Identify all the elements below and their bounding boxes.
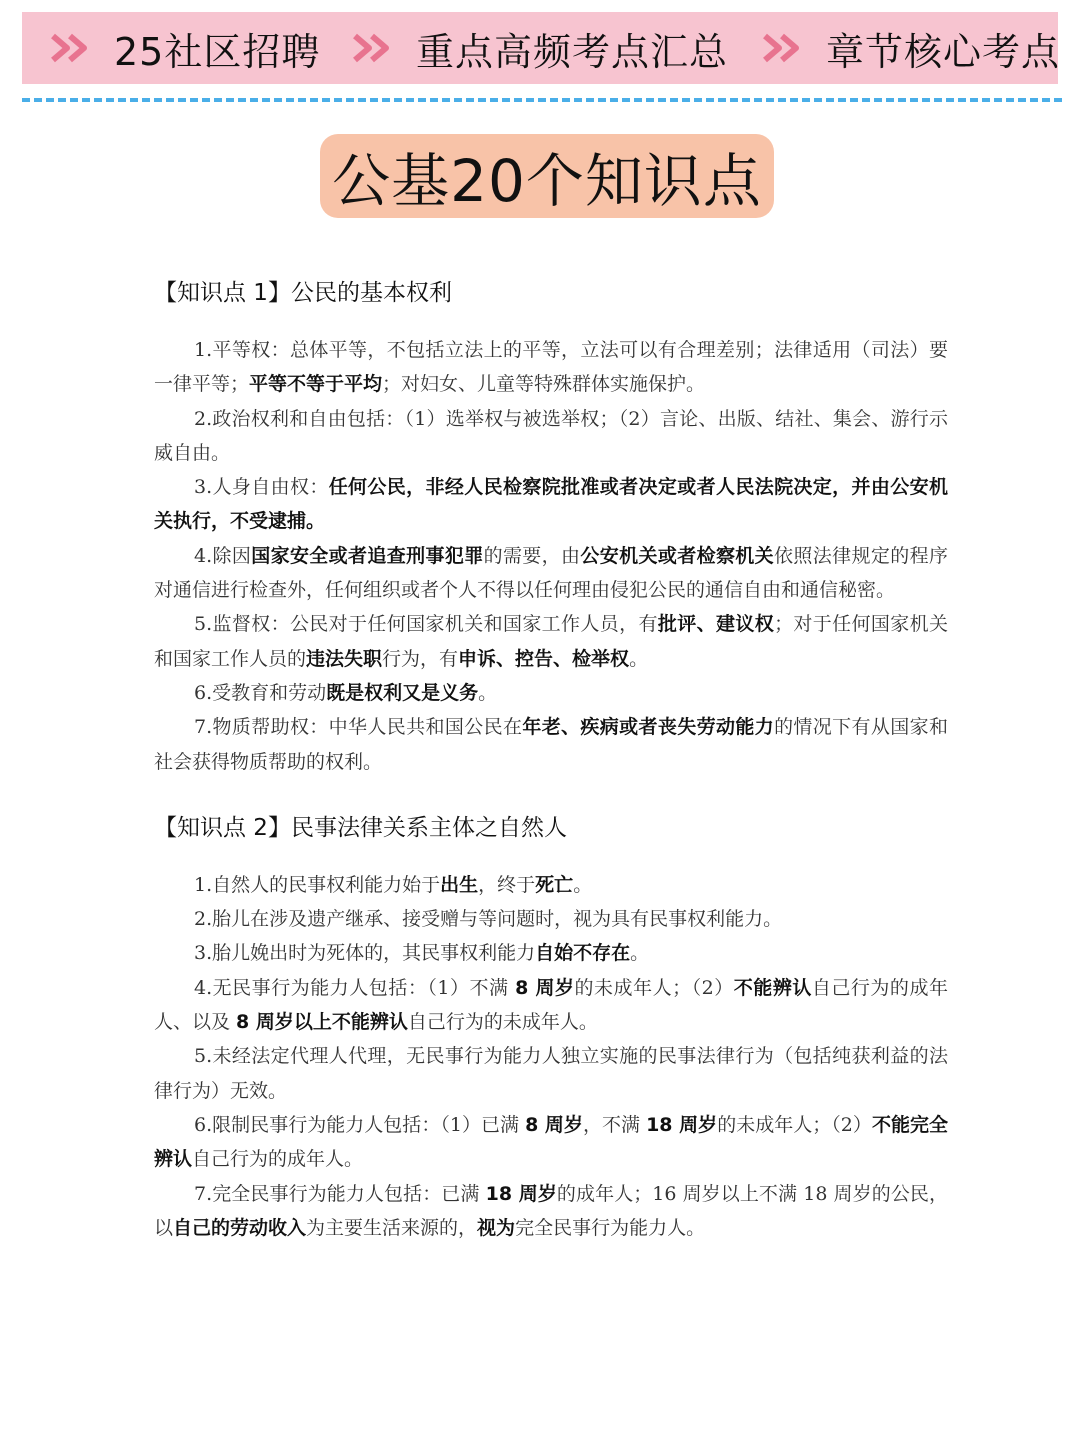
section-heading: 【知识点 1】公民的基本权利 [154, 280, 452, 306]
body-text: 自己行为的未成年人。 [407, 1011, 598, 1034]
body-text: 2.政治权利和自由包括：（1）选举权与被选举权；（2）言论、出版、结社、集会、游行示威自由。 [154, 407, 948, 464]
body-text: 2.胎儿在涉及遗产继承、接受赠与等问题时，视为具有民事权利能力。 [194, 908, 783, 931]
body-text: 5.未经法定代理人代理，无民事行为能力人独立实施的民事法律行为（包括纯获利益的法律行为）无效。 [154, 1045, 948, 1102]
body-text: 3.胎儿娩出时为死体的，其民事权利能力 [194, 942, 536, 965]
body-text: 依照法律规定的程序对通信进行检查外，任何组织或者个人不得以任何理由侵犯公民的通信自由和通信秘密。 [154, 544, 948, 602]
banner-label-3: 章节核心考点 [826, 29, 1061, 74]
section-heading: 【知识点 2】民事法律关系主体之自然人 [154, 814, 567, 841]
emphasis-text: 8 周岁 [515, 976, 575, 999]
dashed-divider [22, 98, 1062, 102]
double-chevron-right-icon [762, 33, 806, 63]
emphasis-text: 任何公民，非经人民检察院批准或者决定或者人民法院决定，并由公安机关执行，不受逮捕。 [154, 476, 948, 533]
emphasis-text: 平等不等于平均 [249, 373, 383, 396]
emphasis-text: 不能完全辨认 [154, 1113, 948, 1171]
body-text: ，不满 [582, 1113, 647, 1136]
body-text: 为主要生活来源的， [306, 1216, 478, 1239]
body-text: 5.监督权：公民对于任何国家机关和国家工作人员，有 [194, 613, 658, 636]
body-text: 7.物质帮助权：中华人民共和国公民在 [194, 716, 523, 739]
list-item [154, 902, 948, 936]
banner-label-1: 25社区招聘 [114, 29, 321, 74]
list-item [154, 607, 948, 676]
list-item [154, 936, 948, 970]
list-item [154, 710, 948, 779]
banner-segment-2 [352, 21, 728, 76]
list-item [154, 1108, 948, 1177]
emphasis-text: 国家安全或者追查刑事犯罪 [251, 544, 484, 567]
emphasis-text: 自己的劳动收入 [173, 1216, 307, 1239]
body-text: 7.完全民事行为能力人包括：已满 [194, 1182, 486, 1205]
emphasis-text: 不能辨认 [733, 976, 812, 999]
body-text: 。 [478, 681, 498, 704]
header-banner [22, 12, 1061, 84]
emphasis-text: 年老、疾病或者丧失劳动能力 [522, 716, 775, 739]
body-text: ；对于任何国家机关和国家工作人员的 [154, 613, 948, 670]
page-title: 公基20个知识点 [332, 147, 762, 215]
knowledge-section-1 [154, 274, 948, 779]
body-text: 。 [629, 647, 649, 670]
banner-segment-1 [50, 21, 320, 76]
body-text: 的情况下有从国家和社会获得物质帮助的权利。 [154, 716, 948, 773]
body-text: 的未成年人；（2） [717, 1113, 872, 1136]
body-text: 的未成年人；（2） [574, 976, 734, 999]
list-item [154, 470, 948, 539]
emphasis-text: 18 周岁 [646, 1113, 718, 1136]
banner-segment-3 [762, 21, 1060, 76]
list-item [154, 402, 948, 471]
body-text: 自己行为的成年人、以及 [154, 976, 948, 1034]
body-text: 1.自然人的民事权利能力始于 [194, 873, 441, 896]
emphasis-text: 8 周岁以上不能辨认 [236, 1011, 408, 1034]
list-item [154, 971, 948, 1040]
body-text: 4.除因 [194, 544, 252, 567]
emphasis-text: 既是权利又是义务 [326, 681, 479, 704]
emphasis-text: 出生 [440, 873, 479, 896]
body-text: 1.平等权：总体平等，不包括立法上的平等，立法可以有合理差别；法律适用（司法）要一律平等； [154, 339, 948, 396]
double-chevron-right-icon [50, 33, 94, 63]
body-text: 的需要，由 [483, 544, 581, 567]
body-text: ；对妇女、儿童等特殊群体实施保护。 [382, 373, 706, 396]
list-item [154, 333, 948, 402]
body-text: 的成年人；16 周岁以上不满 18 周岁的公民，以 [154, 1182, 948, 1239]
banner-label-2: 重点高频考点汇总 [416, 29, 729, 74]
body-text: 6.受教育和劳动 [194, 681, 327, 704]
body-text: 行为，有 [382, 647, 459, 670]
list-item [154, 676, 948, 710]
emphasis-text: 视为 [477, 1216, 516, 1239]
double-chevron-right-icon [352, 33, 396, 63]
emphasis-text: 8 周岁 [525, 1113, 583, 1136]
body-text: 。 [630, 942, 650, 965]
emphasis-text: 死亡 [535, 873, 574, 896]
title-badge [320, 134, 774, 218]
emphasis-text: 申诉、控告、检举权 [458, 647, 630, 670]
emphasis-text: 18 周岁 [485, 1182, 557, 1205]
emphasis-text: 违法失职 [306, 647, 383, 670]
body-text: 6.限制民事行为能力人包括：（1）已满 [194, 1113, 526, 1136]
emphasis-text: 批评、建议权 [657, 613, 775, 636]
list-item [154, 1039, 948, 1108]
document-body [154, 274, 948, 1275]
body-text: ，终于 [478, 873, 536, 896]
emphasis-text: 自始不存在 [535, 942, 631, 965]
body-text: 自己行为的成年人。 [192, 1148, 364, 1171]
knowledge-section-2 [154, 809, 948, 1245]
body-text: 。 [573, 873, 593, 896]
list-item [154, 1177, 948, 1246]
emphasis-text: 公安机关或者检察机关 [580, 544, 775, 567]
list-item [154, 868, 948, 902]
list-item [154, 539, 948, 608]
body-text: 完全民事行为能力人。 [515, 1216, 706, 1239]
body-text: 3.人身自由权： [194, 476, 329, 499]
body-text: 4.无民事行为能力人包括：（1）不满 [194, 976, 516, 999]
